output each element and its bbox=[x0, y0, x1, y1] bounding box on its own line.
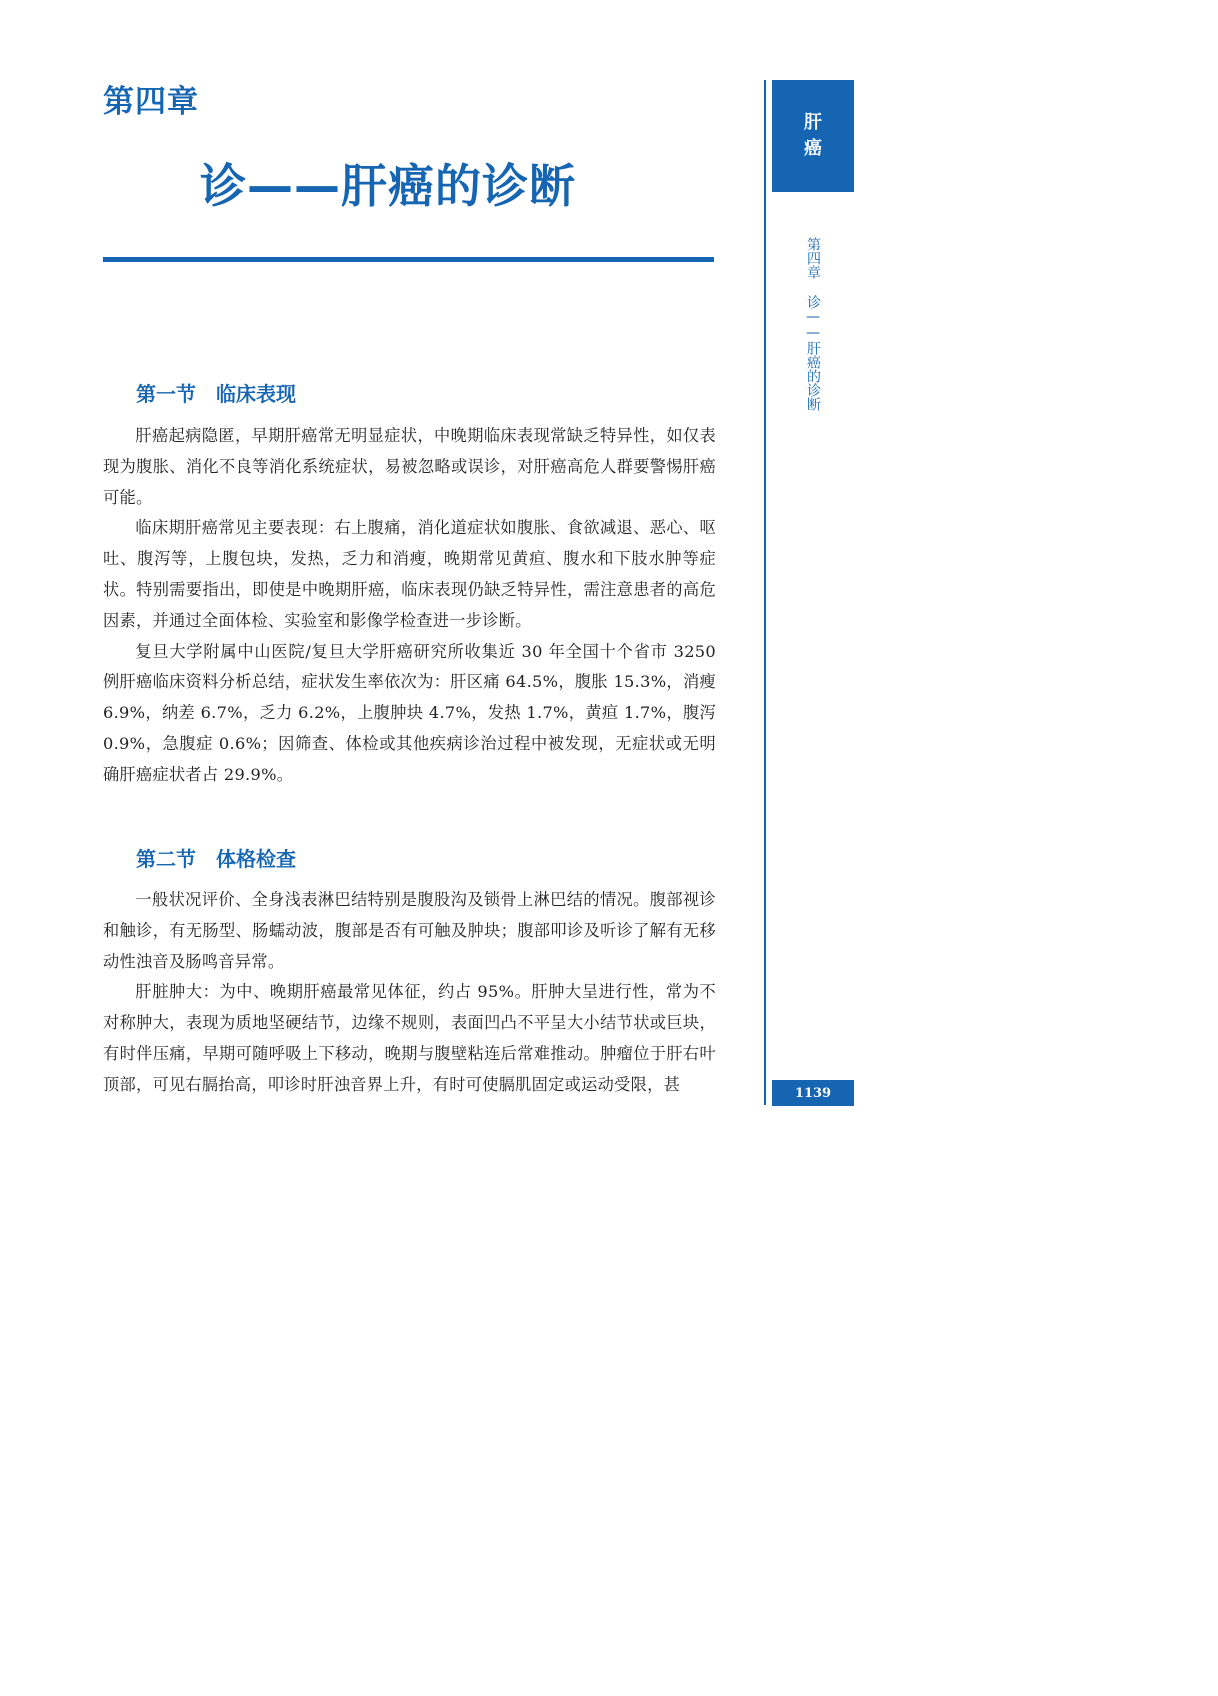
paragraph: 一般状况评价、全身浅表淋巴结特别是腹股沟及锁骨上淋巴结的情况。腹部视诊和触诊，有无肠型、肠蠕动波，腹部是否有可触及肿块；腹部叩诊及听诊了解有无移动性浊音及肠鸣音异常。 bbox=[103, 890, 716, 971]
section-body-physical-exam bbox=[103, 885, 716, 1101]
chapter-title: 诊——肝癌的诊断 bbox=[200, 159, 576, 213]
sidebar-tab-line2: 癌 bbox=[804, 138, 822, 159]
page-number: 1139 bbox=[772, 1080, 854, 1106]
title-divider bbox=[103, 257, 714, 262]
sidebar-tab-line1: 肝 bbox=[804, 112, 822, 133]
paragraph: 临床期肝癌常见主要表现：右上腹痛，消化道症状如腹胀、食欲减退、恶心、呕吐、腹泻等，上腹包块，发热，乏力和消瘦，晚期常见黄疸、腹水和下肢水肿等症状。特别需要指出，即使是中晚期肝癌，临床表现仍缺乏特异性，需注意患者的高危因素，并通过全面体检、实验室和影像学检查进一步诊断。 bbox=[103, 518, 716, 630]
sidebar-tab bbox=[772, 80, 854, 192]
paragraph: 复旦大学附属中山医院/复旦大学肝癌研究所收集近 30 年全国十个省市 3250 例肝癌临床资料分析总结，症状发生率依次为：肝区痛 64.5%，腹胀 15.3%，消瘦 6.9%，纳差 6.7%，乏力 6.2%，上腹肿块 4.7%，发热 1.7%，黄疸 1.7%，腹泻 0.9%，急腹症 0.6%；因筛查、体检或其他疾病诊治过程中被发现，无症状或无明确肝癌症状者占 29.9%。 bbox=[103, 641, 716, 784]
running-head: 第四章 诊——肝癌的诊断 bbox=[805, 237, 821, 411]
section-heading-physical-exam: 第二节 体格检查 bbox=[136, 847, 296, 871]
sidebar-rule bbox=[764, 80, 766, 1105]
paragraph: 肝脏肿大：为中、晚期肝癌最常见体征，约占 95%。肝肿大呈进行性，常为不对称肿大，表现为质地坚硬结节，边缘不规则，表面凹凸不平呈大小结节状或巨块，有时伴压痛，早期可随呼吸上下移动，晚期与腹壁粘连后常难推动。肿瘤位于肝右叶顶部，可见右膈抬高，叩诊时肝浊音界上升，有时可使膈肌固定或运动受限，甚 bbox=[103, 982, 716, 1094]
paragraph: 肝癌起病隐匿，早期肝癌常无明显症状，中晚期临床表现常缺乏特异性，如仅表现为腹胀、消化不良等消化系统症状，易被忽略或误诊，对肝癌高危人群要警惕肝癌可能。 bbox=[103, 426, 716, 507]
chapter-label: 第四章 bbox=[103, 84, 199, 120]
section-body-clinical bbox=[103, 421, 716, 791]
section-heading-clinical: 第一节 临床表现 bbox=[136, 382, 296, 406]
